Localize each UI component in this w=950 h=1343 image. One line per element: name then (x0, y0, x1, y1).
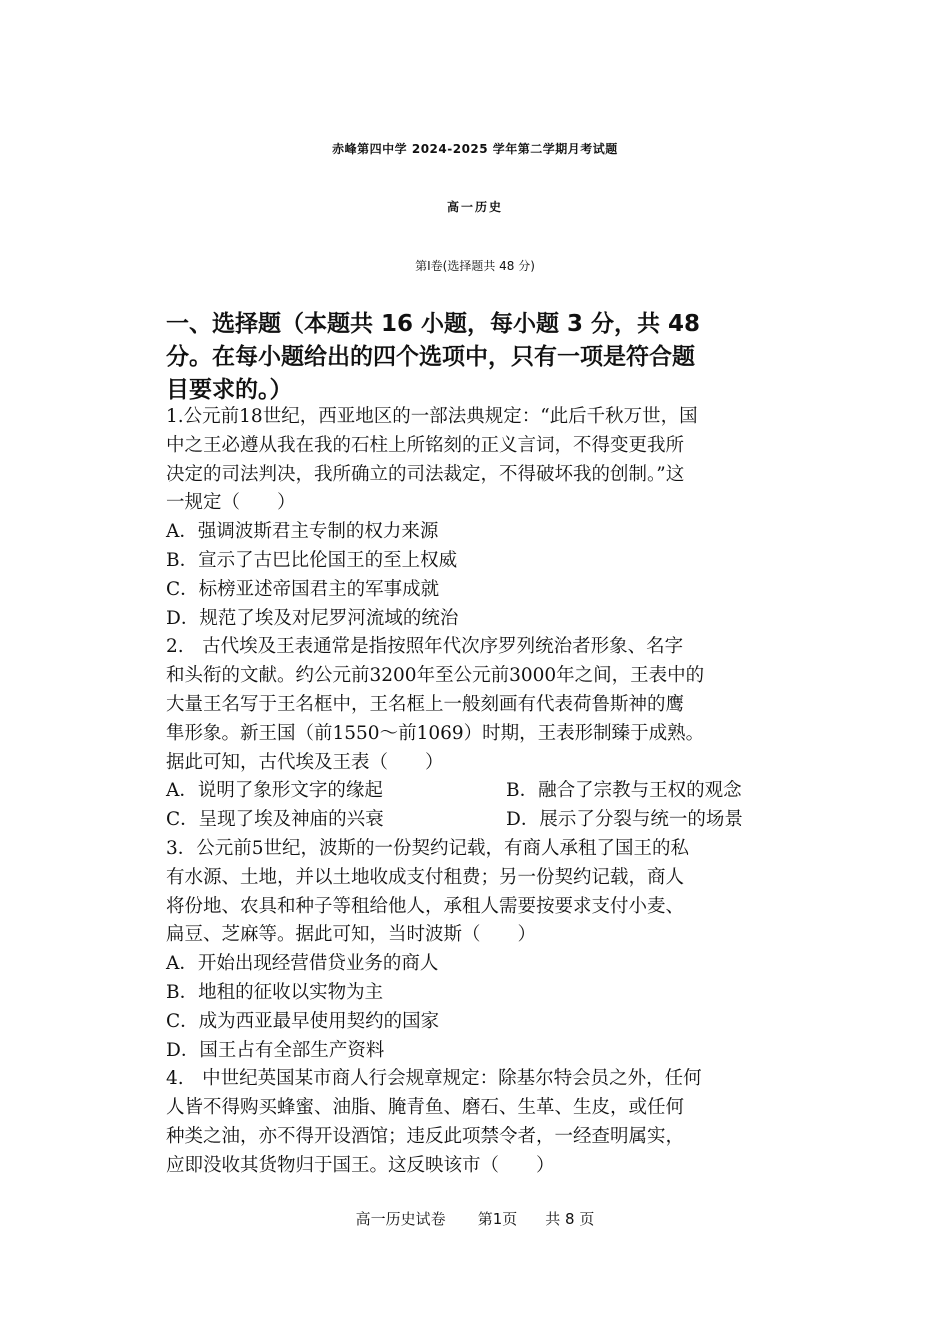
footer-page-number: 第1页 (477, 1210, 518, 1228)
question-stem-line: 1.公元前18世纪，西亚地区的一部法典规定：“此后千秋万世，国 (166, 406, 698, 427)
section-heading-line: 一、选择题（本题共 16 小题，每小题 3 分，共 48 (166, 311, 701, 337)
option-c: C．成为西亚最早使用契约的国家 (166, 1010, 440, 1032)
question-stem-line: 隼形象。新王国（前1550～前1069）时期，王表形制臻于成熟。 (166, 722, 705, 744)
option-row (166, 806, 786, 835)
question-stem-line: 种类之油，亦不得开设酒馆；违反此项禁令者，一经查明属实， (166, 1125, 685, 1147)
question-stem-line: 和头衔的文献。约公元前3200年至公元前3000年之间，王表中的 (166, 665, 705, 687)
option-b: B．融合了宗教与王权的观念 (506, 780, 742, 802)
question-stem-line: 3．公元前5世纪，波斯的一份契约记载，有商人承租了国王的私 (166, 837, 690, 859)
question-stem-line: 扁豆、芝麻等。据此可知，当时波斯（ ） (166, 924, 537, 946)
footer-exam-name: 高一历史试卷 (355, 1210, 446, 1228)
school-title: 赤峰第四中学 2024-2025 学年第二学期月考试题 (332, 142, 618, 156)
option-b: B．地租的征收以实物为主 (166, 981, 384, 1003)
question-list (166, 403, 786, 1181)
subject-title: 高一历史 (446, 200, 503, 214)
question-4 (166, 1065, 786, 1180)
question-stem-line: 4. 中世纪英国某市商人行会规章规定：除基尔特会员之外，任何 (166, 1068, 702, 1090)
question-2 (166, 633, 786, 835)
option-a: A．开始出现经营借贷业务的商人 (166, 953, 439, 975)
question-stem-line: 一规定（ ） (166, 492, 296, 514)
question-stem-line: 人皆不得购买蜂蜜、油脂、腌青鱼、磨石、生革、生皮，或任何 (166, 1097, 685, 1119)
section-heading-line: 目要求的。） (166, 377, 293, 403)
option-a: A．说明了象形文字的缘起 (166, 780, 383, 802)
question-stem-line: 决定的司法判决，我所确立的司法裁定，不得破坏我的创制。”这 (166, 463, 685, 485)
option-a: A．强调波斯君主专制的权力来源 (166, 521, 439, 543)
question-stem-line: 将份地、农具和种子等租给他人，承租人需要按要求支付小麦、 (166, 895, 685, 917)
question-stem-line: 有水源、土地，并以土地收成支付租费；另一份契约记载，商人 (166, 866, 685, 888)
option-d: D．规范了埃及对尼罗河流域的统治 (166, 607, 459, 629)
question-stem-line: 大量王名写于王名框中，王名框上一般刻画有代表荷鲁斯神的鹰 (166, 693, 685, 715)
question-stem-line: 中之王必遵从我在我的石柱上所铭刻的正义言词，不得变更我所 (166, 434, 685, 456)
page-footer (0, 1208, 950, 1229)
option-d: D．展示了分裂与统一的场景 (506, 809, 743, 831)
question-3 (166, 835, 786, 1065)
option-c: C．呈现了埃及神庙的兴衰 (166, 809, 384, 831)
question-stem-line: 2. 古代埃及王表通常是指按照年代次序罗列统治者形象、名字 (166, 636, 684, 658)
question-stem-line: 应即没收其货物归于国王。这反映该市（ ） (166, 1154, 555, 1176)
option-c: C．标榜亚述帝国君主的军事成就 (166, 578, 440, 600)
section-heading-line: 分。在每小题给出的四个选项中，只有一项是符合题 (166, 344, 695, 370)
footer-total-pages: 共 8 页 (545, 1210, 595, 1228)
question-1 (166, 403, 786, 633)
option-b: B．宣示了古巴比伦国王的至上权威 (166, 549, 458, 571)
option-row (166, 777, 786, 806)
option-d: D．国王占有全部生产资料 (166, 1039, 385, 1061)
volume-title: 第Ⅰ卷(选择题共 48 分) (415, 259, 535, 273)
section-heading (166, 308, 786, 407)
question-stem-line: 据此可知，古代埃及王表（ ） (166, 751, 444, 773)
